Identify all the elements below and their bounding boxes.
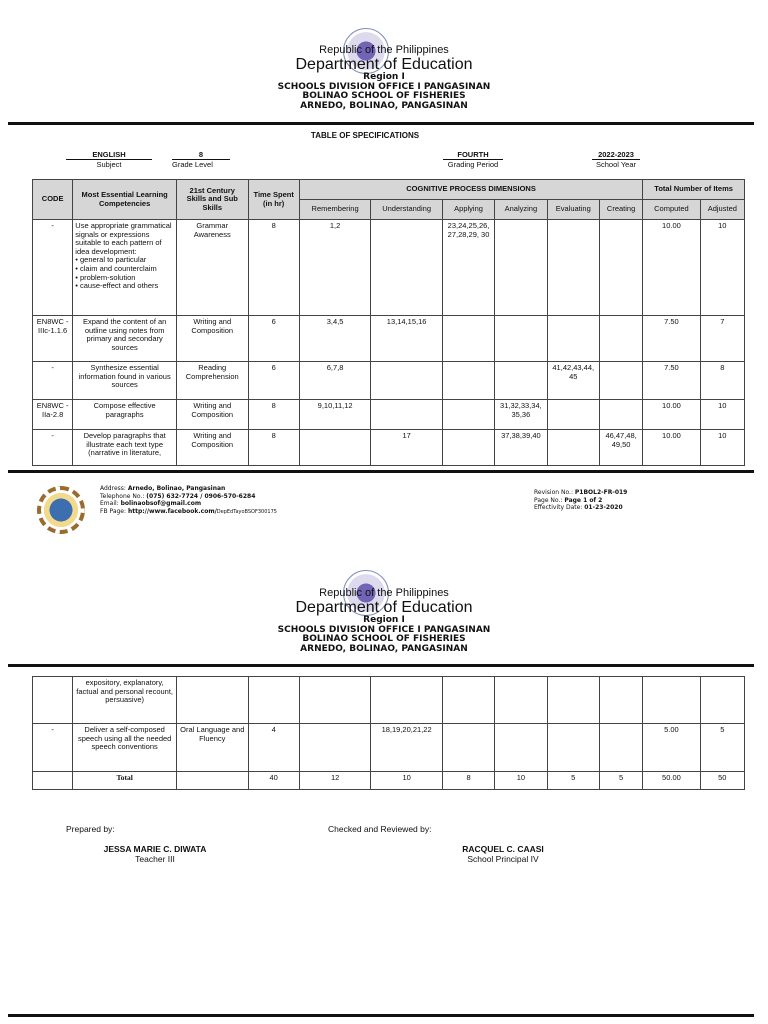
computed-cell: 10.00 xyxy=(643,220,700,316)
evaluating-cell xyxy=(547,430,599,466)
subject-label: Subject xyxy=(96,160,122,169)
computed-cell: 5.00 xyxy=(643,724,700,772)
table-row xyxy=(33,220,745,316)
total-time: 40 xyxy=(248,772,299,790)
code-cell: EN8WC -IIa-2.8 xyxy=(33,400,73,430)
competency-cell: expository, explanatory, factual and personal recount, persuasive) xyxy=(73,677,177,724)
dim-understanding-header: Understanding xyxy=(371,200,443,220)
evaluating-cell xyxy=(547,400,599,430)
total-label: Total xyxy=(73,772,177,790)
remembering-cell xyxy=(299,677,371,724)
evaluating-cell xyxy=(547,316,599,362)
competency-header: Most Essential Learning Competencies xyxy=(73,180,177,220)
computed-cell: 10.00 xyxy=(643,430,700,466)
subject-value: ENGLISH xyxy=(66,150,152,160)
checked-name: RACQUEL C. CAASI xyxy=(462,844,544,854)
school-text: BOLINAO SCHOOL OF FISHERIES xyxy=(302,634,466,644)
understanding-cell xyxy=(371,362,443,400)
code-header: CODE xyxy=(33,180,73,220)
total-computed: 50.00 xyxy=(643,772,700,790)
dim-creating-header: Creating xyxy=(599,200,642,220)
specifications-table-page1 xyxy=(32,179,745,466)
time-cell: 8 xyxy=(248,400,299,430)
specifications-table-page2 xyxy=(32,676,745,790)
computed-cell: 7.50 xyxy=(643,316,700,362)
total-row xyxy=(33,772,745,790)
total-analyzing: 10 xyxy=(495,772,547,790)
understanding-cell xyxy=(371,677,443,724)
doc-title: TABLE OF SPECIFICATIONS xyxy=(310,131,420,140)
total-creating: 5 xyxy=(599,772,642,790)
adjusted-cell: 10 xyxy=(700,220,744,316)
school-text: BOLINAO SCHOOL OF FISHERIES xyxy=(302,91,466,101)
region-text: Region I xyxy=(363,615,405,625)
footer-email: Email: bolinaobsof@gmail.com xyxy=(100,500,202,508)
competency-cell: Deliver a self-composed speech using all the needed speech conventions xyxy=(73,724,177,772)
analyzing-cell xyxy=(495,677,547,724)
applying-cell: 23,24,25,26, 27,28,29, 30 xyxy=(442,220,494,316)
skills-header: 21st Century Skills and Sub Skills xyxy=(177,180,249,220)
total-items-header: Total Number of Items xyxy=(643,180,745,200)
total-understanding: 10 xyxy=(371,772,443,790)
time-header: Time Spent (in hr) xyxy=(248,180,299,220)
evaluating-cell: 41,42,43,44, 45 xyxy=(547,362,599,400)
footer-fb: FB Page: http://www.facebook.com/DepEdTayoBSOF300175 xyxy=(100,507,277,515)
bullet-item: • general to particular xyxy=(75,255,147,265)
creating-cell xyxy=(599,316,642,362)
skills-cell: Writing and Composition xyxy=(177,400,249,430)
checked-signature xyxy=(428,844,578,864)
grading-period-label: Grading Period xyxy=(447,160,499,169)
page2-header xyxy=(0,587,768,654)
table-row xyxy=(33,400,745,430)
creating-cell xyxy=(599,677,642,724)
understanding-cell: 13,14,15,16 xyxy=(371,316,443,362)
adjusted-cell: 8 xyxy=(700,362,744,400)
remembering-cell: 3,4,5 xyxy=(299,316,371,362)
checked-title: School Principal IV xyxy=(467,854,539,864)
contact-block xyxy=(100,485,277,516)
applying-cell xyxy=(442,677,494,724)
adjusted-cell: 7 xyxy=(700,316,744,362)
revision-block xyxy=(534,489,627,512)
remembering-cell xyxy=(299,430,371,466)
bullet-item: • claim and counterclaim xyxy=(75,263,157,273)
school-year-value: 2022-2023 xyxy=(592,150,640,160)
computed-cell: 7.50 xyxy=(643,362,700,400)
total-evaluating: 5 xyxy=(547,772,599,790)
cognitive-header: COGNITIVE PROCESS DIMENSIONS xyxy=(299,180,642,200)
analyzing-cell xyxy=(495,316,547,362)
grading-period-value: FOURTH xyxy=(443,150,503,160)
footer-effectivity: Effectivity Date: 01-23-2020 xyxy=(534,504,623,512)
understanding-cell xyxy=(371,220,443,316)
total-remembering: 12 xyxy=(299,772,371,790)
school-year-label: School Year xyxy=(595,160,637,169)
creating-cell xyxy=(599,724,642,772)
table-row xyxy=(33,362,745,400)
understanding-cell xyxy=(371,400,443,430)
republic-text: Republic of the Philippines xyxy=(319,44,449,56)
applying-cell xyxy=(442,316,494,362)
skills-cell: Writing and Composition xyxy=(177,430,249,466)
evaluating-cell xyxy=(547,677,599,724)
understanding-cell: 17 xyxy=(371,430,443,466)
adjusted-cell xyxy=(700,677,744,724)
header-rule xyxy=(8,122,754,125)
prepared-name: JESSA MARIE C. DIWATA xyxy=(103,844,207,854)
computed-header: Computed xyxy=(643,200,700,220)
computed-cell: 10.00 xyxy=(643,400,700,430)
code-cell: - xyxy=(33,724,73,772)
code-cell: - xyxy=(33,362,73,400)
division-text: SCHOOLS DIVISION OFFICE I PANGASINAN xyxy=(277,81,491,92)
evaluating-cell xyxy=(547,220,599,316)
time-cell: 4 xyxy=(248,724,299,772)
region-text: Region I xyxy=(363,72,405,82)
bullet-item: • problem-solution xyxy=(75,272,136,282)
code-cell xyxy=(33,677,73,724)
code-cell: EN8WC -IIIc-1.1.6 xyxy=(33,316,73,362)
adjusted-header: Adjusted xyxy=(700,200,744,220)
table-row xyxy=(33,724,745,772)
department-title: Department of Education xyxy=(295,599,473,616)
department-title: Department of Education xyxy=(295,56,473,73)
page1-header xyxy=(0,44,768,111)
footer-revision: Revision No.: P1BOL2-FR-019 xyxy=(534,489,628,496)
analyzing-cell xyxy=(495,220,547,316)
creating-cell: 46,47,48, 49,50 xyxy=(599,430,642,466)
competency-cell: Synthesize essential information found in various sources xyxy=(73,362,177,400)
page1-bottom-rule xyxy=(8,470,754,473)
analyzing-cell: 37,38,39,40 xyxy=(495,430,547,466)
time-cell: 6 xyxy=(248,362,299,400)
prepared-label: Prepared by: xyxy=(66,824,115,834)
prepared-title: Teacher III xyxy=(135,854,175,864)
header-rule xyxy=(8,664,754,667)
dim-analyzing-header: Analyzing xyxy=(495,200,547,220)
remembering-cell: 1,2 xyxy=(299,220,371,316)
adjusted-cell: 5 xyxy=(700,724,744,772)
dim-evaluating-header: Evaluating xyxy=(547,200,599,220)
skills-cell: Reading Comprehension xyxy=(177,362,249,400)
analyzing-cell xyxy=(495,362,547,400)
page2-bottom-rule xyxy=(8,1014,754,1017)
dim-applying-header: Applying xyxy=(442,200,494,220)
skills-cell: Writing and Composition xyxy=(177,316,249,362)
applying-cell xyxy=(442,430,494,466)
competency-cell: Compose effective paragraphs xyxy=(73,400,177,430)
code-cell: - xyxy=(33,430,73,466)
address-text: ARNEDO, BOLINAO, PANGASINAN xyxy=(300,100,468,111)
school-logo-icon xyxy=(37,486,85,534)
table-row xyxy=(33,316,745,362)
competency-text: Use appropriate grammatical signals or expressions suitable to each pattern of idea development: xyxy=(75,221,172,256)
time-cell xyxy=(248,677,299,724)
total-adjusted: 50 xyxy=(700,772,744,790)
grade-label: Grade Level xyxy=(172,160,213,169)
time-cell: 8 xyxy=(248,220,299,316)
computed-cell xyxy=(643,677,700,724)
understanding-cell: 18,19,20,21,22 xyxy=(371,724,443,772)
applying-cell xyxy=(442,400,494,430)
division-text: SCHOOLS DIVISION OFFICE I PANGASINAN xyxy=(277,624,491,635)
applying-cell xyxy=(442,362,494,400)
skills-cell xyxy=(177,677,249,724)
table-row xyxy=(33,430,745,466)
skills-cell: Oral Language and Fluency xyxy=(177,724,249,772)
creating-cell xyxy=(599,400,642,430)
remembering-cell xyxy=(299,724,371,772)
table-row xyxy=(33,677,745,724)
analyzing-cell xyxy=(495,724,547,772)
dim-remembering-header: Remembering xyxy=(299,200,371,220)
prepared-signature xyxy=(80,844,230,864)
remembering-cell: 9,10,11,12 xyxy=(299,400,371,430)
address-text: ARNEDO, BOLINAO, PANGASINAN xyxy=(300,643,468,654)
grade-value: 8 xyxy=(172,150,230,160)
competency-cell xyxy=(73,220,177,316)
adjusted-cell: 10 xyxy=(700,400,744,430)
analyzing-cell: 31,32,33,34, 35,36 xyxy=(495,400,547,430)
code-cell: - xyxy=(33,220,73,316)
time-cell: 8 xyxy=(248,430,299,466)
competency-cell: Expand the content of an outline using notes from primary and secondary sources xyxy=(73,316,177,362)
time-cell: 6 xyxy=(248,316,299,362)
bullet-item: • cause-effect and others xyxy=(75,281,159,291)
evaluating-cell xyxy=(547,724,599,772)
total-applying: 8 xyxy=(442,772,494,790)
competency-cell: Develop paragraphs that illustrate each text type (narrative in literature, xyxy=(73,430,177,466)
skills-cell: Grammar Awareness xyxy=(177,220,249,316)
remembering-cell: 6,7,8 xyxy=(299,362,371,400)
applying-cell xyxy=(442,724,494,772)
creating-cell xyxy=(599,362,642,400)
checked-label: Checked and Reviewed by: xyxy=(328,824,432,834)
creating-cell xyxy=(599,220,642,316)
footer-page: Page No.: Page 1 of 2 xyxy=(534,496,603,504)
footer-phone: Telephone No.: (075) 632-7724 / 0906-570-6284 xyxy=(100,492,256,500)
adjusted-cell: 10 xyxy=(700,430,744,466)
footer-address: Address: Arnedo, Bolinao, Pangasinan xyxy=(100,485,226,492)
republic-text: Republic of the Philippines xyxy=(319,587,449,599)
